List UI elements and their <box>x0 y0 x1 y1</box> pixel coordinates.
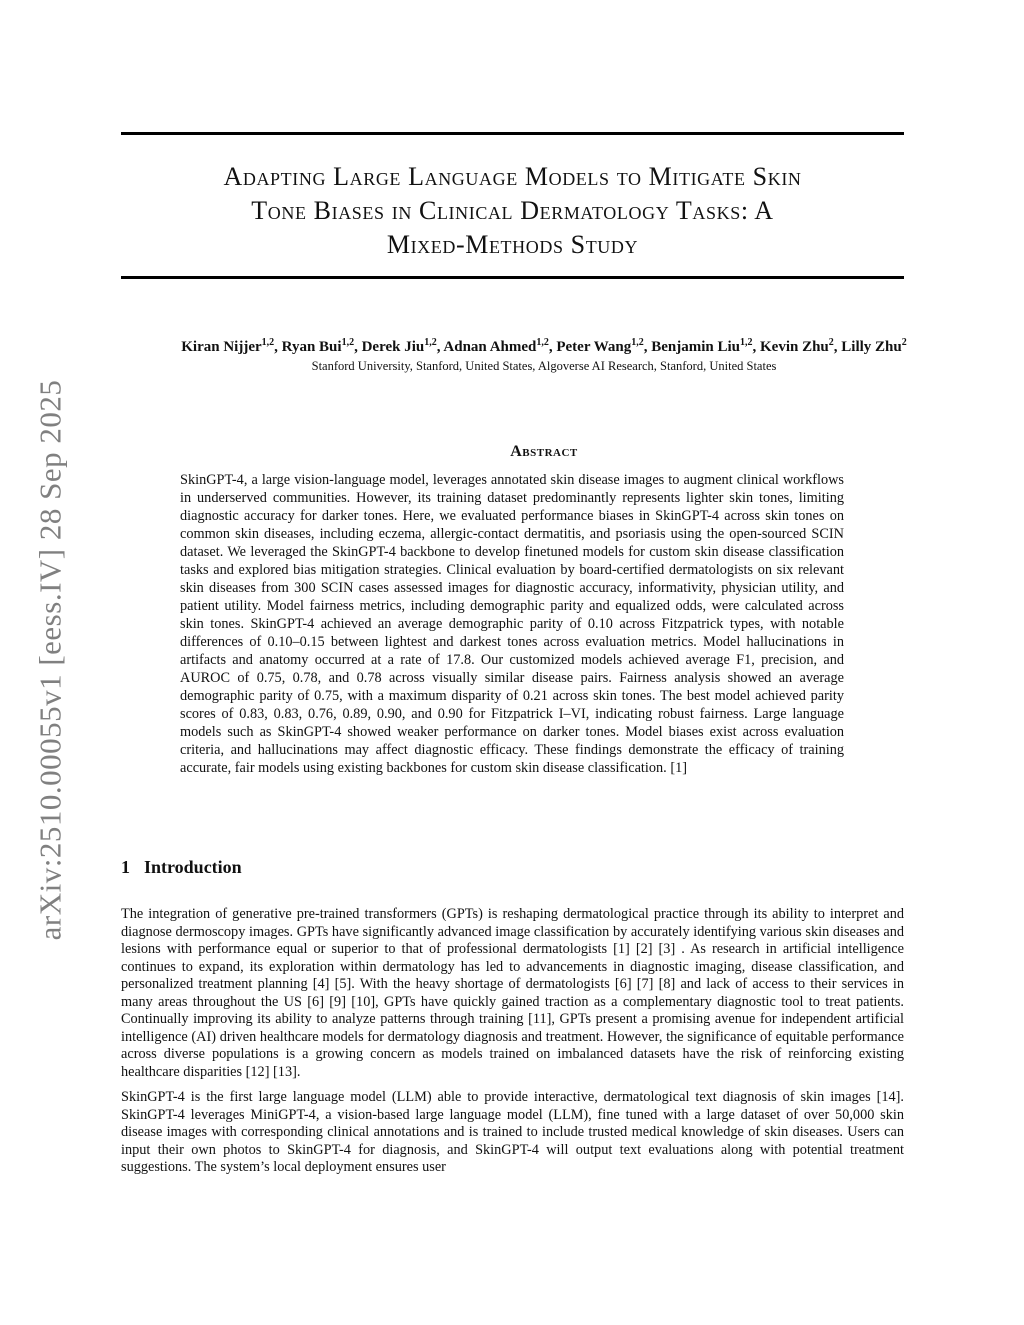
abstract-text: SkinGPT-4, a large vision-language model, leverages annotated skin disease images to augment clinical workflows in underserved communities. However, its training dataset predominantly represents lighter skin tones, limiting diagnostic accuracy for darker tones. Here, we evaluated performance biases in SkinGPT-4 across skin tones on common skin diseases, including eczema, allergic-contact dermatitis, and psoriasis using the open-sourced SCIN dataset. We leveraged the SkinGPT-4 backbone to develop finetuned models for custom skin disease classification tasks and explored bias mitigation strategies. Clinical evaluation by board-certified dermatologists on six relevant skin diseases from 300 SCIN cases assessed images for diagnostic accuracy, informativity, physician utility, and patient utility. Model fairness metrics, including demographic parity and equalized odds, were calculated across skin tones. SkinGPT-4 achieved an average demographic parity of 0.10 across Fitzpatrick types, with notable differences of 0.10–0.15 between lightest and darkest tones across evaluation metrics. Model hallucinations in artifacts and anatomy occurred at a rate of 17.8. Our customized models achieved average F1, precision, and AUROC of 0.75, 0.78, and 0.78 across visually similar disease pairs. Fairness analysis showed an average demographic parity of 0.75, with a maximum disparity of 0.21 across skin tones. The best model achieved parity scores of 0.83, 0.83, 0.76, 0.89, 0.90, and 0.90 for Fitzpatrick I–VI, indicating robust fairness. Large language models such as SkinGPT-4 showed weaker performance on darker tones. Model biases exist across evaluation criteria, and hallucinations may affect diagnostic efficacy. These findings demonstrate the efficacy of training accurate, fair models using existing backbones for custom skin disease classification. [1] <box>180 472 844 776</box>
arxiv-sidebar <box>30 360 70 960</box>
body-text <box>121 906 904 1185</box>
title-rule-bottom <box>121 276 904 279</box>
author: Lilly Zhu$^2$ <box>841 337 907 355</box>
section-title: Introduction <box>144 857 242 877</box>
paragraph: The integration of generative pre-trained transformers (GPTs) is reshaping dermatological practice through its ability to interpret and diagnose dermoscopy images. GPTs have significantly advanced image classification by accurately identifying various skin diseases and lesions with performance equal or superior to that of professional dermatologists [1] [2] [3] . As research in artificial intelligence continues to expand, its exploration within dermatology has led to advancements in diagnostic imaging, disease classification, and personalized treatment planning [4] [5]. With the heavy shortage of dermatologists [6] [7] [8] and lack of access to their services in many areas throughout the US [6] [9] [10], GPTs have quickly gained traction as a complementary diagnostic tool to treat patients. Continually improving its ability to analyze patterns through training [11], GPTs present a promising avenue for independent artificial intelligence (AI) driven healthcare models for dermatology diagnosis and treatment. However, the significance of equitable performance across diverse populations is a growing concern as models trained on imbalanced datasets have the risk of reinforcing existing healthcare disparities [12] [13]. <box>121 906 904 1080</box>
author: Kevin Zhu$^2$ <box>760 337 834 355</box>
title-line-3: Mixed-Methods Study <box>386 230 639 259</box>
author: Derek Jiu$^{1,2}$ <box>361 337 437 355</box>
section-heading <box>121 857 242 878</box>
title-rule-top <box>121 132 904 135</box>
author: Ryan Bui$^{1,2}$ <box>281 337 355 355</box>
paper-title <box>121 160 904 262</box>
author: Peter Wang$^{1,2}$ <box>556 337 644 355</box>
title-line-1: Adapting Large Language Models to Mitigate Skin <box>223 162 802 191</box>
paragraph: SkinGPT-4 is the first large language model (LLM) able to provide interactive, dermatological text diagnosis of skin images [14]. SkinGPT-4 leverages MiniGPT-4, a vision-based large language model (LLM), fine tuned with a large dataset of over 50,000 skin disease images with corresponding clinical annotations and is trained to include trusted medical knowledge of skin diseases. Users can input their own photos to SkinGPT-4 for diagnosis, and SkinGPT-4 will output text evaluations along with potential treatment suggestions. The system’s local deployment ensures user <box>121 1089 904 1175</box>
section-number: 1 <box>121 857 130 877</box>
author-list: Kiran Nijjer$^{1,2}$, Ryan Bui$^{1,2}$, Derek Jiu$^{1,2}$, Adnan Ahmed$^{1,2}$, Peter Wang$^{1,2}$, Benjamin Liu$^{1,2}$, Kevin Zhu$^2$, Lilly Zhu$^2$ <box>181 337 907 355</box>
abstract-heading: Abstract <box>510 443 578 460</box>
author: Benjamin Liu$^{1,2}$ <box>651 337 753 355</box>
arxiv-identifier: arXiv:2510.00055v1 [eess.IV] 28 Sep 2025 <box>32 379 68 941</box>
affiliation: Stanford University, Stanford, United States, Algoverse AI Research, Stanford, United States <box>311 359 777 373</box>
title-line-2: Tone Biases in Clinical Dermatology Tasks: A <box>251 196 774 225</box>
author: Adnan Ahmed$^{1,2}$ <box>443 337 549 355</box>
author: Kiran Nijjer$^{1,2}$ <box>181 337 275 355</box>
